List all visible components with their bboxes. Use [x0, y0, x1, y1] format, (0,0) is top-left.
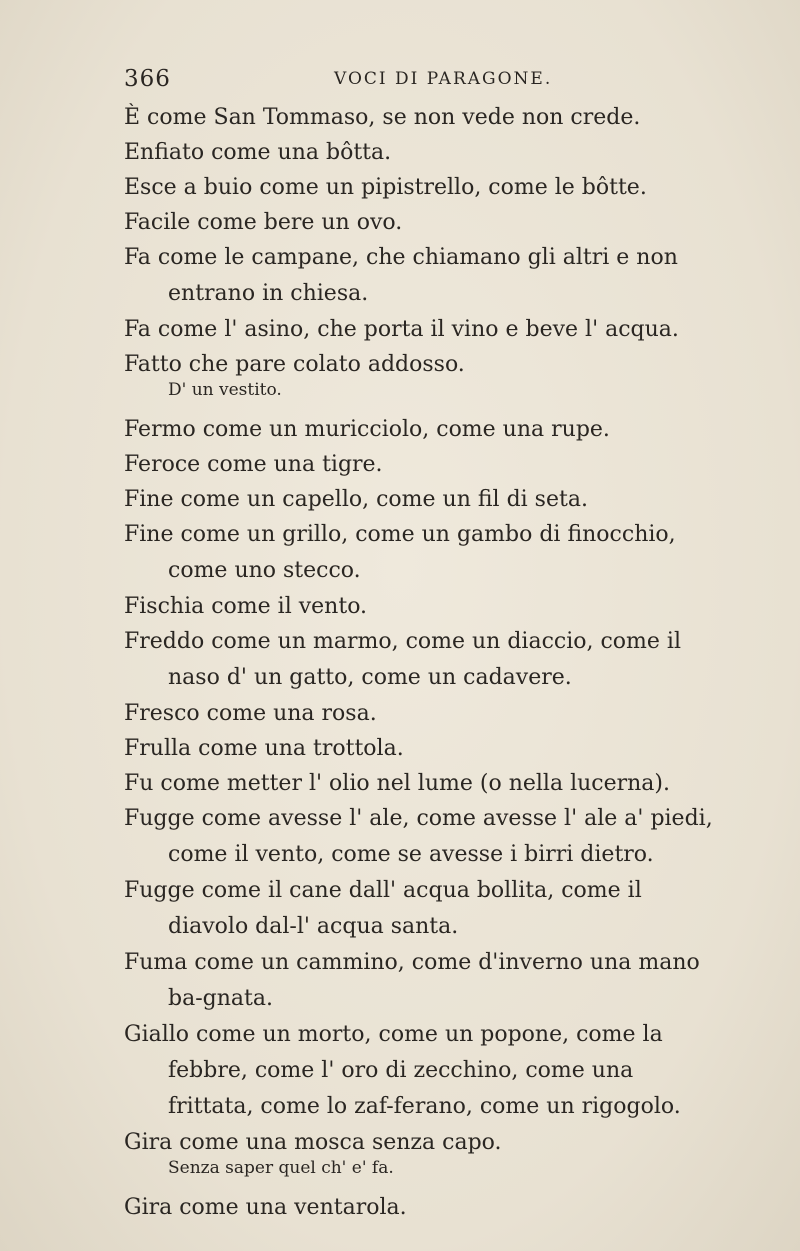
entry: Fermo come un muricciolo, come una rupe.: [124, 417, 610, 442]
entry: Fu come metter l' olio nel lume (o nella lucerna).: [124, 771, 671, 796]
entry: Fine come un grillo, come un gambo di finocchio, come uno stecco.: [124, 522, 676, 583]
entry-note: Senza saper quel ch' e' fa.: [168, 1158, 394, 1178]
running-title: VOCI DI PARAGONE.: [334, 69, 553, 89]
page-number: 366: [124, 66, 171, 92]
entry: Fa come le campane, che chiamano gli altri e non entrano in chiesa.: [124, 245, 678, 306]
entry: Giallo come un morto, come un popone, come la febbre, come l' oro di zecchino, come una frittata, come lo zaf-ferano, come un rigogolo.: [124, 1022, 681, 1119]
entry: Fine come un capello, come un fil di seta.: [124, 487, 588, 512]
entry: Fa come l' asino, che porta il vino e beve l' acqua.: [124, 317, 679, 342]
entry: Frulla come una trottola.: [124, 736, 404, 761]
entry: Facile come bere un ovo.: [124, 210, 403, 235]
entry: Fugge come avesse l' ale, come avesse l' ale a' piedi, come il vento, come se avesse i birri dietro.: [124, 806, 713, 867]
entry: Esce a buio come un pipistrello, come le bôtte.: [124, 175, 647, 200]
page-header: [124, 66, 724, 96]
entry: Fatto che pare colato addosso.: [124, 352, 465, 377]
entry: Gira come una mosca senza capo.: [124, 1130, 502, 1155]
entry-note: D' un vestito.: [168, 380, 282, 400]
entry: Gira come una ventarola.: [124, 1195, 407, 1220]
entry: È come San Tommaso, se non vede non crede.: [124, 105, 641, 130]
entry: Fuma come un cammino, come d'inverno una mano ba-gnata.: [124, 950, 700, 1011]
entry: Enfiato come una bôtta.: [124, 140, 392, 165]
entry: Freddo come un marmo, come un diaccio, come il naso d' un gatto, come un cadavere.: [124, 629, 681, 690]
entries-list: [124, 100, 724, 1225]
entry: Fugge come il cane dall' acqua bollita, come il diavolo dal-l' acqua santa.: [124, 878, 642, 939]
entry: Feroce come una tigre.: [124, 452, 383, 477]
entry: Fresco come una rosa.: [124, 701, 377, 726]
entry: Fischia come il vento.: [124, 594, 368, 619]
